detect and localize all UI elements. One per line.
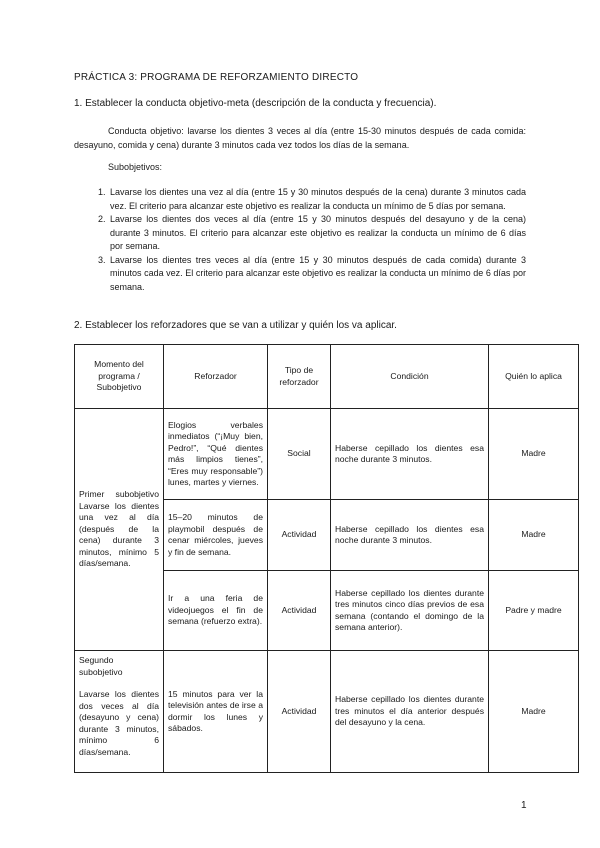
section1-heading: 1. Establecer la conducta objetivo-meta (descripción de la conducta y frecuencia). xyxy=(74,98,437,109)
condition-cell: Haberse cepillado los dientes esa noche durante 3 minutos. xyxy=(331,409,489,500)
reinforcers-table xyxy=(74,344,579,773)
subobjective-item: 1. Lavarse los dientes una vez al día (entre 15 y 30 minutos después de la cena) durante 3 minutos cada vez. El criterio para alcanzar este objetivo es realizar la conducta un mínimo de 5 días por semana. xyxy=(108,186,526,213)
objective-paragraph: Conducta objetivo: lavarse los dientes 3 veces al día (entre 15-30 minutos después de cada comida: desayuno, comida y cena) durante 3 minutos cada vez todos los días de la semana. xyxy=(74,126,526,150)
subobjectives-label: Subobjetivos: xyxy=(108,162,163,172)
who-cell: Padre y madre xyxy=(489,571,579,651)
reinforcer-cell: 15–20 minutos de playmobil después de cenar miércoles, jueves y fin de semana. xyxy=(164,500,268,571)
reinforcer-cell: Elogios verbales inmediatos (“¡Muy bien, Pedro!”, “Qué dientes más limpios tienes”, “Eres muy responsable”) lunes, martes y viernes. xyxy=(164,409,268,500)
section2-heading: 2. Establecer los reforzadores que se van a utilizar y quién los va aplicar. xyxy=(74,320,397,331)
subobjectives-list xyxy=(74,186,526,294)
subobjective-item: 3. Lavarse los dientes tres veces al día (entre 15 y 30 minutos después de cada comida) durante 3 minutos cada vez. El criterio para alcanzar este objetivo es realizar la conducta un mínimo de 6 días por semana. xyxy=(108,254,526,295)
who-cell: Madre xyxy=(489,500,579,571)
moment-cell-first: Primer subobjetivo Lavarse los dientes una vez al día (después de la cena) durante 3 minutos, mínimo 5 días/semana. xyxy=(75,409,164,651)
header-cell-condition: Condición xyxy=(331,345,489,409)
table-row xyxy=(75,651,579,773)
table-header-row xyxy=(75,345,579,409)
page-number: 1 xyxy=(521,800,527,811)
condition-cell: Haberse cepillado los dientes durante tres minutos el día anterior después del desayuno y la cena. xyxy=(331,651,489,773)
type-cell: Actividad xyxy=(268,500,331,571)
page-title: PRÁCTICA 3: PROGRAMA DE REFORZAMIENTO DIRECTO xyxy=(74,72,359,83)
moment-title: Segundo subobjetivo xyxy=(79,655,123,677)
who-cell: Madre xyxy=(489,409,579,500)
condition-cell: Haberse cepillado los dientes esa noche durante 3 minutos. xyxy=(331,500,489,571)
reinforcer-cell: 15 minutos para ver la televisión antes de irse a dormir los lunes y sábados. xyxy=(164,651,268,773)
header-cell-reinforcer: Reforzador xyxy=(164,345,268,409)
header-cell-type: Tipo de reforzador xyxy=(268,345,331,409)
header-cell-moment: Momento del programa / Subobjetivo xyxy=(75,345,164,409)
type-cell: Actividad xyxy=(268,651,331,773)
type-cell: Social xyxy=(268,409,331,500)
who-cell: Madre xyxy=(489,651,579,773)
moment-body: Lavarse los dientes dos veces al día (desayuno y cena) durante 3 minutos, mínimo 6 días/semana. xyxy=(79,689,159,757)
moment-cell-second xyxy=(75,651,164,773)
type-cell: Actividad xyxy=(268,571,331,651)
table-row xyxy=(75,409,579,500)
header-cell-who: Quién lo aplica xyxy=(489,345,579,409)
subobjective-item: 2. Lavarse los dientes dos veces al día (entre 15 y 30 minutos después del desayuno y de la cena) durante 3 minutos. El criterio para alcanzar este objetivo es realizar la conducta un mínimo de 6 días por semana. xyxy=(108,213,526,254)
condition-cell: Haberse cepillado los dientes durante tres minutos cinco días previos de esa semana (contando el domingo de la semana anterior). xyxy=(331,571,489,651)
reinforcer-cell: Ir a una feria de videojuegos el fin de semana (refuerzo extra). xyxy=(164,571,268,651)
